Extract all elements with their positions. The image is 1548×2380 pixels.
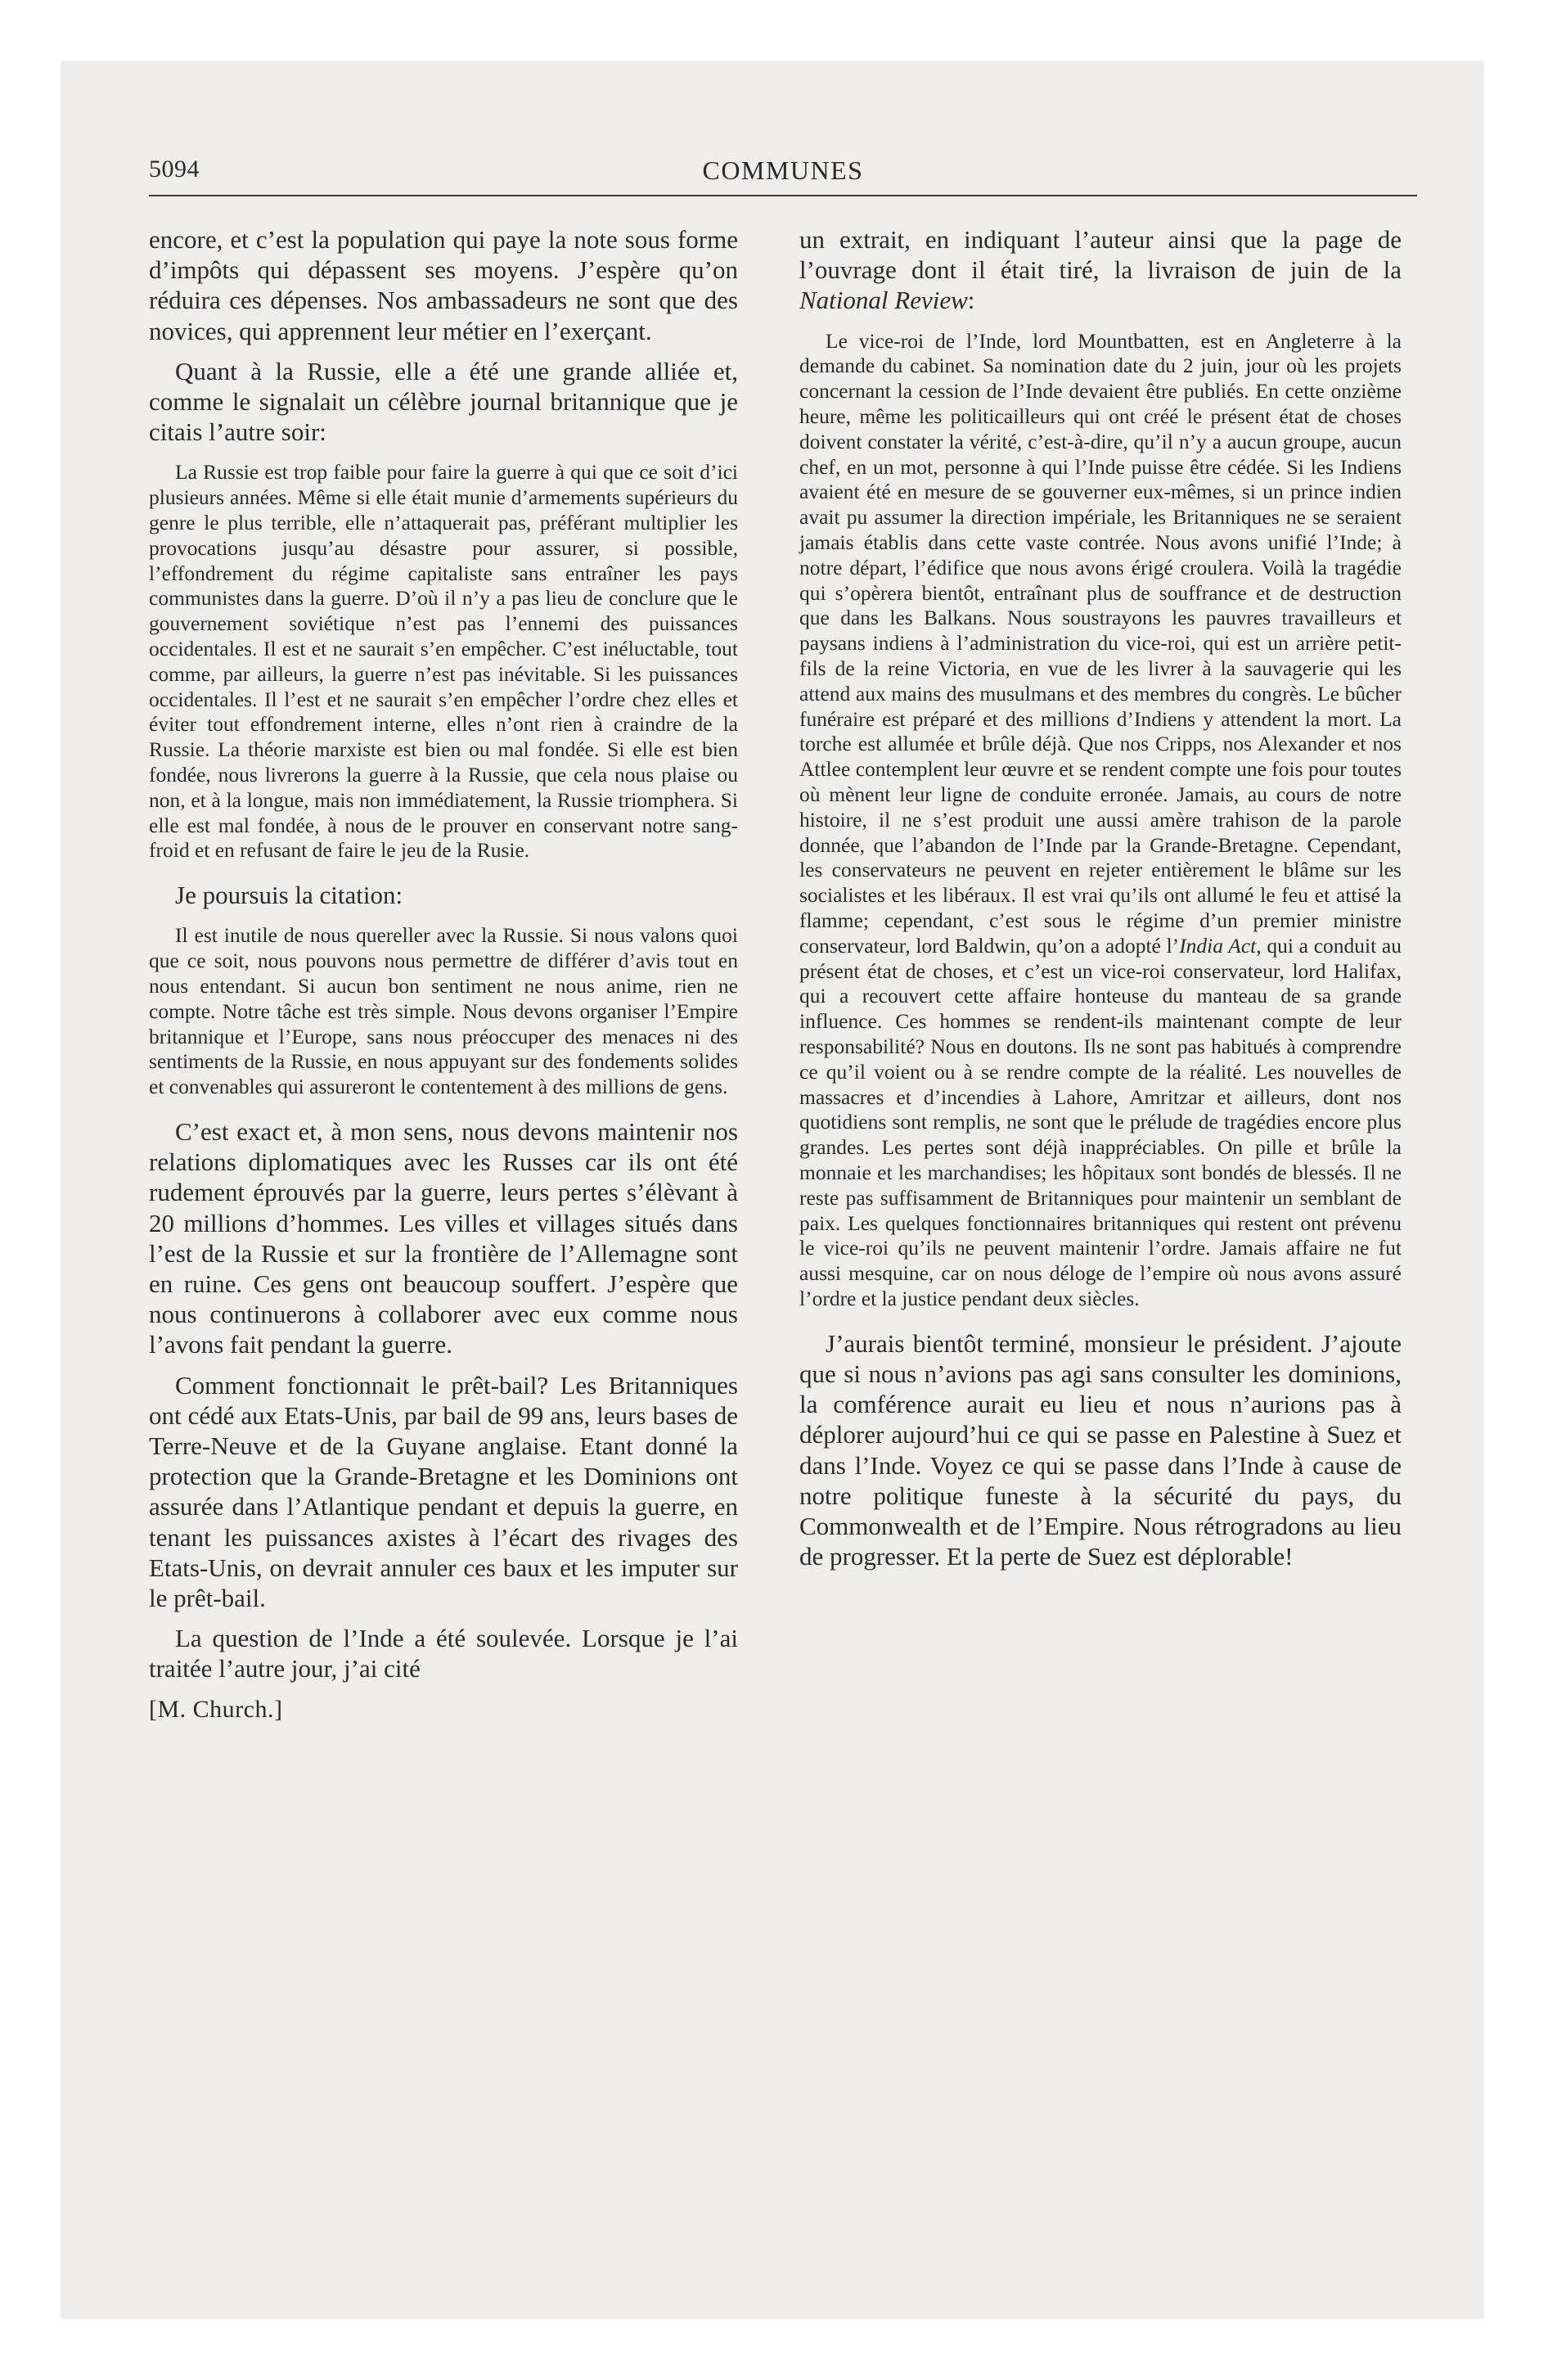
text-run: Le vice-roi de l’Inde, lord Mountbatten, est en Angleterre à la demande du cabinet. Sa nomination date du 2 juin, jour où les projets concernant la cession de l’Inde devaient être publiés. En cette onzième heure, même les politicailleurs qui ont créé le présent état de choses doivent constater la vérité, c’est-à-dire, qu’il n’y a aucun groupe, aucun chef, en un mot, personne à qui l’Inde puisse être cédée. Si les Indiens avaient été en mesure de se gouverner eux-mêmes, si un prince indien avait pu assumer la direction impériale, les Britanniques ne se seraient jamais établis dans cette vaste contrée. Nous avons unifié l’Inde; à notre départ, l’édifice que nous avons érigé croulera. Voilà la tragédie qui s’opèrera bientôt, entraînant plus de souffrance et de destruction que dans les Balkans. Nous soustrayons les pauvres travailleurs et paysans indiens à l’administration du vice-roi, qui est un arrière petit-fils de la reine Victoria, en vue de les livrer à la sauvagerie qui les attend aux mains des musulmans et des membres du congrès. Le bûcher funéraire est préparé et des millions d’Indiens y attendent la mort. La torche est allumée et brûle déjà. Que nos Cripps, nos Alexander et nos Attlee contemplent leur œuvre et se rendent compte une fois pour toutes où mènent leur ligne de conduite erronée. Jamais, au cours de notre histoire, il ne s’est produit une aussi amère trahison de la parole donnée, que l’abandon de l’Inde par la Grande-Bretagne. Cependant, les conservateurs ne peuvent en rejeter entièrement le blâme sur les socialistes et les libéraux. Il est vrai qu’ils ont allumé le feu et attisé la flamme; cependant, c’est sous le régime d’un premier ministre conservateur, lord Baldwin, qu’on a adopté l’ [799, 328, 1402, 958]
speaker-tag: [M. Church.] [149, 1695, 283, 1723]
paragraph: La question de l’Inde a été soulevée. Lorsque je l’ai traitée l’autre jour, j’ai cité [149, 1624, 738, 1684]
running-title: COMMUNES [702, 156, 864, 185]
paragraph: C’est exact et, à mon sens, nous devons maintenir nos relations diplomatiques avec les Russes car ils ont été rudement éprouvés par la guerre, leurs pertes s’élèvant à 20 millions d’hommes. Les villes et villages situés dans l’est de la Russie et sur la frontière de l’Allemagne sont en ruine. Ces gens ont beaucoup souffert. J’espère que nous continuerons à collaborer avec eux comme nous l’avons fait pendant la guerre. [149, 1116, 738, 1359]
block-quote: La Russie est trop faible pour faire la guerre à qui que ce soit d’ici plusieurs années. Même si elle était munie d’armements supérieurs du genre le plus terrible, elle n’attaquerait pas, préférant multiplier les provocations jusqu’au désastre pour assurer, si possible, l’effondrement du régime capitaliste sans entraîner les pays communistes dans la guerre. D’où il n’y a pas lieu de conclure que le gouvernement soviétique n’est pas l’ennemi des puissances occidentales. Il est et ne saurait s’en empêcher. C’est inéluctable, tout comme, par ailleurs, la guerre n’est pas inévitable. Si les puissances occidentales. Il l’est et ne saurait s’en empêcher l’ordre chez elles et éviter tout effondrement interne, elles n’ont rien à craindre de la Russie. La théorie marxiste est bien ou mal fondée. Si elle est bien fondée, nous livrerons la guerre à la Russie, que cela nous plaise ou non, et à la longue, mais non immédiatement, la Russie triomphera. Si elle est mal fondée, à nous de le prouver en conservant notre sang-froid et en refusant de faire le jeu de la Rusie. [149, 460, 738, 863]
page-number: 5094 [149, 156, 200, 183]
publication-title: National Review [799, 286, 968, 315]
page-header [149, 146, 1417, 196]
paragraph: encore, et c’est la population qui paye la note sous forme d’impôts qui dépassent ses moyens. J’espère qu’on réduira ces dépenses. Nos ambassadeurs ne sont que des novices, qui apprennent leur métier en l’exerçant. [149, 225, 738, 345]
paragraph: J’aurais bientôt terminé, monsieur le président. J’ajoute que si nous n’avions pas agi sans consulter les dominions, la comférence aurait eu lieu et nous n’aurions pas à déplorer aujourd’hui ce qui se passe en Palestine à Suez et dans l’Inde. Voyez ce qui se passe dans l’Inde à cause de notre politique funeste à la sécurité du pays, du Commonwealth et de l’Empire. Nous rétrogradons au lieu de progresser. Et la perte de Suez est déplorable! [799, 1328, 1402, 1571]
block-quote [799, 329, 1402, 1312]
paragraph [799, 224, 1402, 316]
text-run: : [967, 286, 975, 315]
act-title: India Act [1179, 933, 1257, 958]
paragraph: Quant à la Russie, elle a été une grande alliée et, comme le signalait un célèbre journal britannique que je citais l’autre soir: [149, 356, 738, 447]
block-quote: Il est inutile de nous quereller avec la Russie. Si nous valons quoi que ce soit, nous pouvons nous permettre de différer d’avis tout en nous entendant. Si aucun bon sentiment ne nous anime, rien ne compte. Notre tâche est très simple. Nous devons organiser l’Empire britannique et l’Europe, sans nous préoccuper des menaces ni des sentiments de la Russie, en nous appuyant sur des fondements solides et convenables qui assureront le contentement à des millions de gens. [149, 923, 738, 1099]
document-page [149, 146, 1417, 2208]
right-column [799, 224, 1402, 1581]
paragraph: Comment fonctionnait le prêt-bail? Les Britanniques ont cédé aux Etats-Unis, par bail de 99 ans, leurs bases de Terre-Neuve et de la Guyane anglaise. Etant donné la protection que la Grande-Bretagne et les Dominions ont assurée dans l’Atlantique pendant et depuis la guerre, en tenant les puissances axistes à l’écart des rivages des Etats-Unis, on devrait annuler ces baux et les imputer sur le prêt-bail. [149, 1370, 738, 1612]
left-column [149, 224, 738, 1724]
paragraph: Je poursuis la citation: [175, 881, 403, 910]
text-run: , qui a conduit au présent état de choses, et c’est un vice-roi conservateur, lord Halifax, qui a recouvert cette affaire honteuse du manteau de sa grande influence. Ces hommes se rendent-ils maintenant compte de leur responsabilité? Nous en doutons. Ils ne sont pas habitués à comprendre ce qu’il voient ou à se rendre compte de la réalité. Les nouvelles de massacres et d’incendies à Lahore, Amritzar et ailleurs, dont nos quotidiens sont remplis, ne sont que le prélude de tragédies encore plus grandes. Les pertes sont déjà inappréciables. On pille et brûle la monnaie et les marchandises; les hôpitaux sont bondés de blessés. Il ne reste pas suffisamment de Britanniques pour maintenir un semblant de paix. Les quelques fonctionnaires britanniques qui restent ont prévenu le vice-roi qu’ils ne peuvent maintenir l’ordre. Jamais affaire ne fut aussi mesquine, car on nous déloge de l’empire où nous avons assuré l’ordre et la justice pendant deux siècles. [799, 933, 1402, 1310]
text-run: un extrait, en indiquant l’auteur ainsi que la page de l’ouvrage dont il était tiré, la livraison de juin de la [799, 225, 1402, 285]
